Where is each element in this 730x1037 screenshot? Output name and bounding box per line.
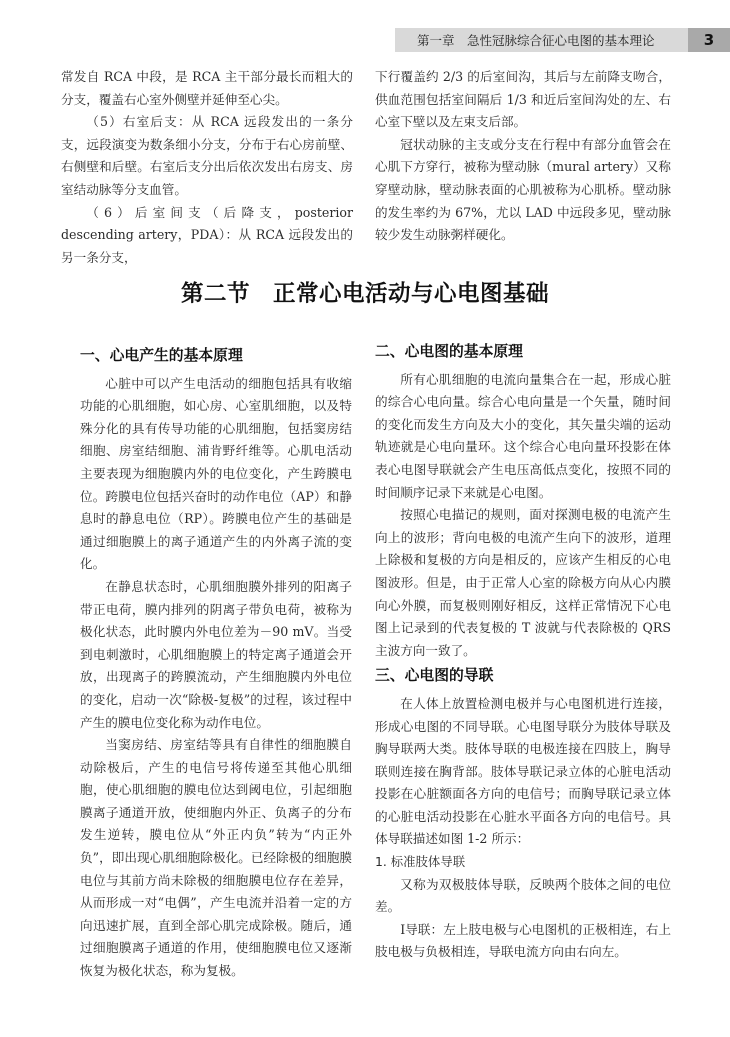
section-title: 第二节 正常心电活动与心电图基础: [180, 281, 549, 307]
left-column: [80, 345, 352, 983]
paragraph: 下行覆盖约 2/3 的后室间沟，其后与左前降支吻合，供血范围包括室间隔后 1/3 和近后室间沟处的左、右心室下壁以及左束支后部。: [375, 69, 671, 130]
page-number: 3: [688, 28, 730, 52]
top-right-column: [375, 66, 671, 247]
running-header: [395, 28, 730, 52]
paragraph: 在静息状态时，心肌细胞膜外排列的阳离子带正电荷，膜内排列的阴离子带负电荷，被称为极化状态，此时膜内外电位差为－90 mV。当受到电刺激时，心肌细胞膜上的特定离子通道会开放，出现离子的跨膜流动，产生细胞膜内外电位的变化，启动一次“除极-复极”的过程，该过程中产生的膜电位变化称为动作电位。: [80, 578, 352, 730]
subheading-standard-limb-leads: 1. 标准肢体导联: [375, 854, 466, 870]
paragraph: 在人体上放置检测电极并与心电图机进行连接，形成心电图的不同导联。心电图导联分为肢体导联及胸导联两大类。肢体导联的电极连接在四肢上，胸导联则连接在胸背部。肢体导联记录立体的心脏电活动投影在心脏额面各方向的电信号；而胸导联记录立体的心脏电活动投影在心脏水平面各方向的电信号。具体导联描述如图 1-2 所示：: [375, 695, 671, 847]
paragraph: Ⅰ导联：左上肢电极与心电图机的正极相连，右上肢电极与负极相连，导联电流方向由右向左。: [375, 921, 671, 960]
paragraph: 按照心电描记的规则，面对探测电极的电流产生向上的波形；背向电极的电流产生向下的波形，道理上除极和复极的方向是相反的，应该产生相反的心电图波形。但是，由于正常人心室的除极方向从心内膜向心外膜，而复极则刚好相反，这样正常情况下心电图上记录到的代表复极的 T 波就与代表除极的 QRS 主波方向一致了。: [375, 507, 671, 658]
top-left-column: [61, 66, 353, 269]
paragraph: 当窦房结、房室结等具有自律性的细胞膜自动除极后，产生的电信号将传递至其他心肌细胞，使心肌细胞的膜电位达到阈电位，引起细胞膜离子通道开放，使细胞内外正、负离子的分布发生逆转，膜电位从“外正内负”转为“内正外负”，即出现心肌细胞除极化。已经除极的细胞膜电位与其前方尚未除极的细胞膜电位存在差异，从而形成一对“电偶”，产生电流并沿着一定的方向迅速扩展，直到全部心肌完成除极。随后，通过细胞膜离子通道的作用，使细胞膜电位又逐渐恢复为极化状态，称为复极。: [80, 737, 352, 979]
paragraph: 常发自 RCA 中段，是 RCA 主干部分最长而粗大的分支，覆盖右心室外侧壁并延伸至心尖。: [61, 69, 353, 107]
paragraph: 所有心肌细胞的电流向量集合在一起，形成心脏的综合心电向量。综合心电向量是一个矢量，随时间的变化而发生方向及大小的变化，其矢量尖端的运动轨迹就是心电向量环。这个综合心电向量环投影在体表心电图导联就会产生电压高低点变化，按照不同的时间顺序记录下来就是心电图。: [375, 371, 671, 500]
heading-ecg-principle: 二、心电图的基本原理: [375, 343, 523, 360]
paragraph: 心脏中可以产生电活动的细胞包括具有收缩功能的心肌细胞，如心房、心室肌细胞，以及特殊分化的具有传导功能的心肌细胞，包括窦房结细胞、房室结细胞、浦肯野纤维等。心肌电活动主要表现为细胞膜内外的电位变化，产生跨膜电位。跨膜电位包括兴奋时的动作电位（AP）和静息时的静息电位（RP）。跨膜电位产生的基础是通过细胞膜上的离子通道产生的内外离子流的变化。: [80, 375, 352, 572]
paragraph: （6）后室间支（后降支，posterior descending artery，PDA）：从 RCA 远段发出的另一条分支，: [61, 204, 353, 265]
right-column: [375, 341, 671, 964]
paragraph: 冠状动脉的主支或分支在行程中有部分血管会在心肌下方穿行，被称为壁动脉（mural artery）又称穿壁动脉，壁动脉表面的心肌被称为心肌桥。壁动脉的发生率约为 67%，尤以 LAD 中远段多见，壁动脉较少发生动脉粥样硬化。: [375, 136, 671, 243]
paragraph: （5）右室后支：从 RCA 远段发出的一条分支，远段演变为数条细小分支，分布于右心房前壁、右侧壁和后壁。右室后支分出后依次发出右房支、房室结动脉等分支血管。: [61, 114, 353, 197]
chapter-title: 第一章 急性冠脉综合征心电图的基本理论: [417, 33, 655, 48]
heading-ecg-generation: 一、心电产生的基本原理: [80, 347, 243, 364]
paragraph: 又称为双极肢体导联，反映两个肢体之间的电位差。: [375, 876, 671, 915]
heading-ecg-leads: 三、心电图的导联: [375, 667, 494, 685]
